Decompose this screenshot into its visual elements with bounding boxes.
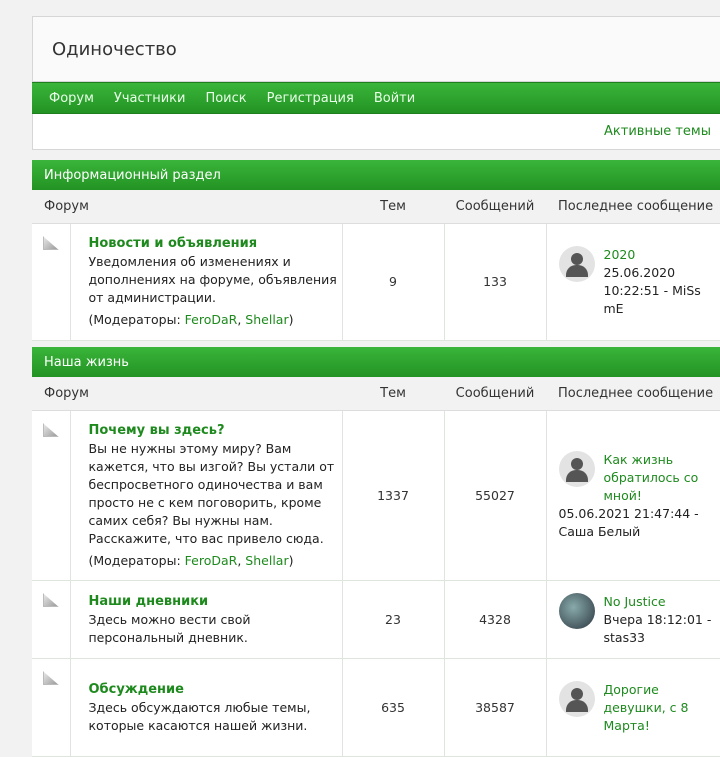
moderator-link[interactable]: Shellar (245, 312, 289, 327)
moderators: (Модераторы: FeroDaR, Shellar) (88, 552, 294, 568)
post-count: 55027 (444, 411, 546, 581)
forum-description: Здесь обсуждаются любые темы, которые касаются нашей жизни. (88, 699, 311, 733)
forum-row (32, 581, 720, 659)
col-forum: Форум (32, 190, 342, 224)
col-topics: Тем (342, 377, 444, 411)
last-post-link[interactable]: Дорогие девушки, с 8 Марта! (603, 681, 689, 733)
active-topics-link[interactable]: Активные темы (604, 124, 711, 139)
col-posts: Сообщений (444, 377, 546, 411)
forum-description: Уведомления об изменениях и дополнениях на форуме, объявления от администрации. (88, 254, 337, 305)
table-header-row (32, 377, 720, 411)
last-post-link[interactable]: 2020 (603, 247, 636, 262)
forum-row (32, 659, 720, 757)
nav-search[interactable]: Поиск (205, 90, 247, 106)
nav-register[interactable]: Регистрация (266, 90, 354, 106)
topic-count: 1337 (342, 411, 444, 581)
col-last-post: Последнее сообщение (546, 190, 720, 224)
moderator-link[interactable]: FeroDaR (184, 312, 238, 327)
last-post (546, 411, 720, 581)
col-topics: Тем (342, 190, 444, 224)
forum-status-icon (43, 593, 59, 607)
nav-login[interactable]: Войти (373, 90, 416, 106)
forum-title: Одиночество (52, 38, 177, 60)
avatar[interactable] (559, 451, 595, 487)
moderators: (Модераторы: FeroDaR, Shellar) (88, 312, 294, 327)
last-post-link[interactable]: Как жизнь обратилось со мной! (603, 451, 699, 503)
category-info (32, 160, 720, 341)
last-post-meta: Вчера 18:12:01 - stas33 (603, 611, 712, 645)
last-post-meta: 05.06.2021 21:47:44 - Саша Белый (558, 505, 699, 539)
forum-header (32, 16, 720, 82)
col-posts: Сообщений (444, 190, 546, 224)
last-post (546, 224, 720, 341)
nav-members[interactable]: Участники (113, 90, 186, 106)
moderator-link[interactable]: Shellar (245, 552, 289, 568)
post-count: 4328 (444, 581, 546, 659)
avatar[interactable] (559, 681, 595, 717)
category-title[interactable]: Наша жизнь (32, 347, 720, 377)
avatar[interactable] (559, 593, 595, 629)
forum-row (32, 411, 720, 581)
moderator-link[interactable]: FeroDaR (184, 552, 238, 568)
forum-status-icon (43, 423, 59, 437)
forum-description: Вы не нужны этому миру? Вам кажется, что вы изгой? Вы устали от беспросветного одиночества и вам просто не с кем поговорить, кроме самих себя? Вы нужны нам. Расскажите, что вас привело сюда. (88, 440, 335, 546)
forum-table (32, 377, 720, 757)
last-post-meta: 25.06.2020 10:22:51 - MiSs mE (603, 265, 701, 316)
avatar[interactable] (559, 246, 595, 282)
forum-container (32, 16, 720, 757)
topic-count: 9 (342, 224, 444, 341)
last-post (546, 659, 720, 757)
category-title[interactable]: Информационный раздел (32, 160, 720, 190)
last-post (546, 581, 720, 659)
sub-bar (32, 114, 720, 150)
category-life (32, 347, 720, 757)
main-nav (32, 82, 720, 114)
forum-row (32, 224, 720, 341)
table-header-row (32, 190, 720, 224)
post-count: 133 (444, 224, 546, 341)
forum-link[interactable]: Новости и объявления (88, 236, 258, 251)
forum-description: Здесь можно вести свой персональный дневник. (88, 611, 251, 645)
forum-link[interactable]: Обсуждение (88, 681, 184, 697)
nav-forum[interactable]: Форум (49, 90, 94, 106)
last-post-link[interactable]: No Justice (603, 593, 666, 609)
forum-link[interactable]: Почему вы здесь? (88, 422, 225, 438)
forum-link[interactable]: Наши дневники (88, 593, 209, 609)
topic-count: 23 (342, 581, 444, 659)
forum-table (32, 190, 720, 341)
col-forum: Форум (32, 377, 342, 411)
post-count: 38587 (444, 659, 546, 757)
forum-status-icon (43, 236, 59, 250)
topic-count: 635 (342, 659, 444, 757)
forum-status-icon (43, 671, 59, 685)
col-last-post: Последнее сообщение (546, 377, 720, 411)
